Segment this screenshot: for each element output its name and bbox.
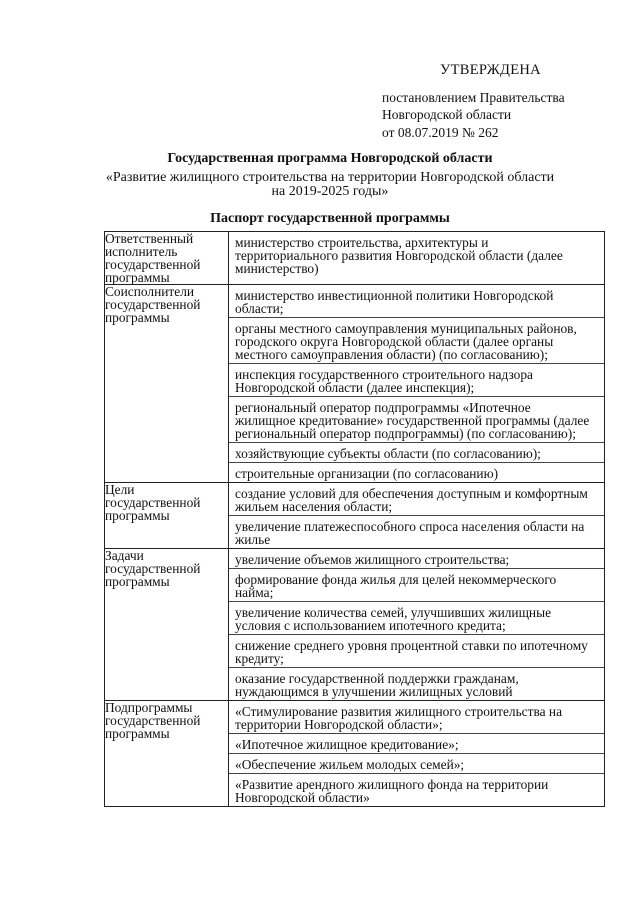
row-label: Ответственный исполнитель государственной программы [105,232,229,285]
row-item: увеличение объемов жилищного строительства; [229,549,604,569]
table-row [105,285,605,483]
row-content [229,701,605,807]
row-item: органы местного самоуправления муниципальных районов, городского округа Новгородской области (далее органы местного самоуправления области) (по согласованию); [229,318,604,364]
table-row [105,701,605,807]
row-label: Цели государственной программы [105,483,229,549]
row-item: министерство строительства, архитектуры и территориального развития Новгородской области (далее министерство) [235,235,563,276]
row-item: создание условий для обеспечения доступным и комфортным жильем населения области; [229,483,604,516]
row-item: хозяйствующие субъекты области (по согласованию); [229,443,604,463]
approval-title: УТВЕРЖДЕНА [440,62,541,78]
approval-block [382,62,622,141]
approval-line-3: от 08.07.2019 № 262 [382,124,499,140]
passport-title: Паспорт государственной программы [210,211,450,226]
table-row [105,549,605,701]
approval-line-1: постановлением Правительства [382,89,565,105]
row-item: региональный оператор подпрограммы «Ипотечное жилищное кредитование» государственной программы (далее региональный оператор подпрограммы) (по согласованию); [229,397,604,443]
row-label: Задачи государственной программы [105,549,229,701]
program-subtitle [80,171,580,199]
row-item: «Обеспечение жильем молодых семей»; [229,754,604,774]
row-item: формирование фонда жилья для целей некоммерческого найма; [229,569,604,602]
program-title: Государственная программа Новгородской области [167,151,493,166]
row-item: строительные организации (по согласованию) [235,466,499,481]
row-item: министерство инвестиционной политики Новгородской области; [229,285,604,318]
table-row [105,483,605,549]
row-item: увеличение количества семей, улучшивших жилищные условия с использованием ипотечного кредита; [229,602,604,635]
row-item: «Ипотечное жилищное кредитование»; [229,734,604,754]
row-content [229,483,605,549]
passport-table [104,231,605,807]
row-item: инспекция государственного строительного надзора Новгородской области (далее инспекция); [229,364,604,397]
row-item: оказание государственной поддержки гражданам, нуждающимся в улучшении жилищных условий [235,671,519,699]
row-content [229,232,605,285]
row-item: снижение среднего уровня процентной ставки по ипотечному кредиту; [229,635,604,668]
row-item: увеличение платежеспособного спроса населения области на жилье [235,519,585,547]
row-item: «Развитие арендного жилищного фонда на территории Новгородской области» [235,777,549,805]
table-row [105,232,605,285]
row-item: «Стимулирование развития жилищного строительства на территории Новгородской области»; [229,701,604,734]
row-content [229,549,605,701]
row-label: Подпрограммы государственной программы [105,701,229,807]
row-content [229,285,605,483]
program-subtitle-line-2: на 2019-2025 годы» [271,184,389,199]
approval-line-2: Новгородской области [382,107,512,122]
program-subtitle-line-1: «Развитие жилищного строительства на территории Новгородской области [105,170,555,185]
row-label: Соисполнители государственной программы [105,285,229,483]
